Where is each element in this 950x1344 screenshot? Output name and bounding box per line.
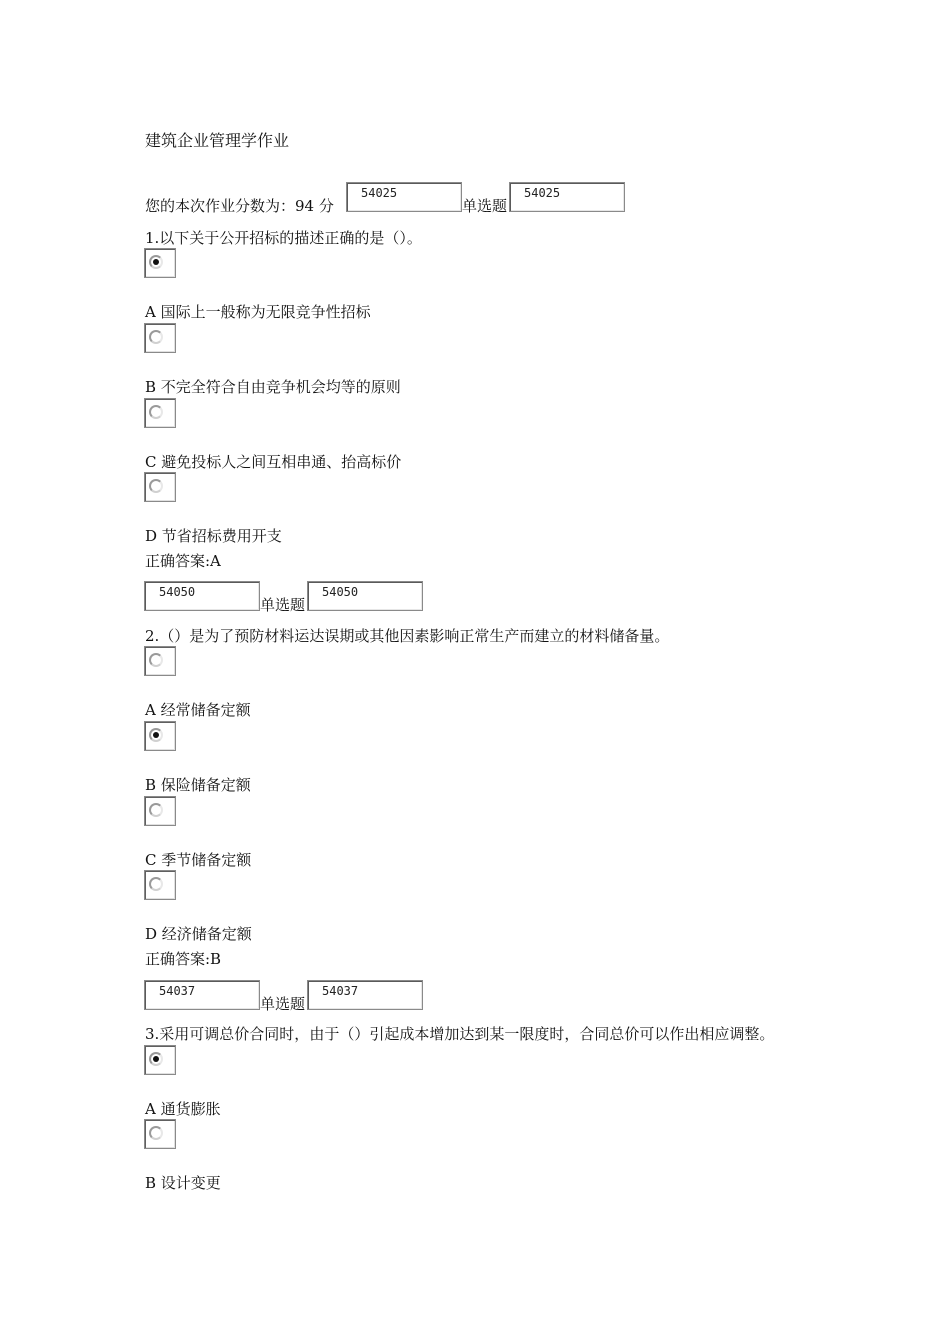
- score-text: 您的本次作业分数为：94 分: [145, 197, 334, 215]
- option-label: B 设计变更: [145, 1174, 221, 1192]
- radio-option-box[interactable]: [144, 398, 176, 428]
- radio-button[interactable]: [149, 1052, 163, 1066]
- radio-option-box[interactable]: [144, 796, 176, 826]
- question-code-field[interactable]: 54025: [346, 182, 462, 212]
- radio-option-box[interactable]: [144, 248, 176, 278]
- option-label: A 经常储备定额: [145, 701, 251, 719]
- question-type-label: 单选题: [462, 197, 508, 215]
- question-code-field[interactable]: 54050: [144, 581, 260, 611]
- radio-option-box[interactable]: [144, 870, 176, 900]
- radio-button[interactable]: [149, 479, 163, 493]
- option-label: A 国际上一般称为无限竞争性招标: [145, 303, 371, 321]
- question-type-label: 单选题: [260, 596, 306, 614]
- radio-option-box[interactable]: [144, 646, 176, 676]
- question-stem: 2.（）是为了预防材料运达误期或其他因素影响正常生产而建立的材料储备量。: [145, 627, 670, 645]
- correct-answer: 正确答案:A: [145, 552, 221, 570]
- radio-button[interactable]: [149, 330, 163, 344]
- option-label: D 经济储备定额: [145, 925, 252, 943]
- question-code-field[interactable]: 54037: [144, 980, 260, 1010]
- option-label: C 避免投标人之间互相串通、抬高标价: [145, 453, 402, 471]
- option-label: B 保险储备定额: [145, 776, 251, 794]
- radio-option-box[interactable]: [144, 323, 176, 353]
- option-label: D 节省招标费用开支: [145, 527, 282, 545]
- question-code-field[interactable]: 54050: [307, 581, 423, 611]
- radio-button[interactable]: [149, 653, 163, 667]
- question-code-field[interactable]: 54037: [307, 980, 423, 1010]
- question-type-label: 单选题: [260, 995, 306, 1013]
- radio-button[interactable]: [149, 405, 163, 419]
- radio-option-box[interactable]: [144, 472, 176, 502]
- radio-option-box[interactable]: [144, 1119, 176, 1149]
- option-label: C 季节储备定额: [145, 851, 252, 869]
- option-label: B 不完全符合自由竞争机会均等的原则: [145, 378, 401, 396]
- question-stem: 1.以下关于公开招标的描述正确的是（）。: [145, 229, 422, 247]
- option-label: A 通货膨胀: [145, 1100, 221, 1118]
- radio-button[interactable]: [149, 728, 163, 742]
- radio-option-box[interactable]: [144, 721, 176, 751]
- page-title: 建筑企业管理学作业: [145, 131, 290, 150]
- radio-button[interactable]: [149, 1126, 163, 1140]
- radio-button[interactable]: [149, 803, 163, 817]
- correct-answer: 正确答案:B: [145, 950, 222, 968]
- radio-button[interactable]: [149, 255, 163, 269]
- question-stem: 3.采用可调总价合同时，由于（）引起成本增加达到某一限度时，合同总价可以作出相应调整。: [145, 1025, 775, 1043]
- question-code-field[interactable]: 54025: [509, 182, 625, 212]
- radio-option-box[interactable]: [144, 1045, 176, 1075]
- radio-button[interactable]: [149, 877, 163, 891]
